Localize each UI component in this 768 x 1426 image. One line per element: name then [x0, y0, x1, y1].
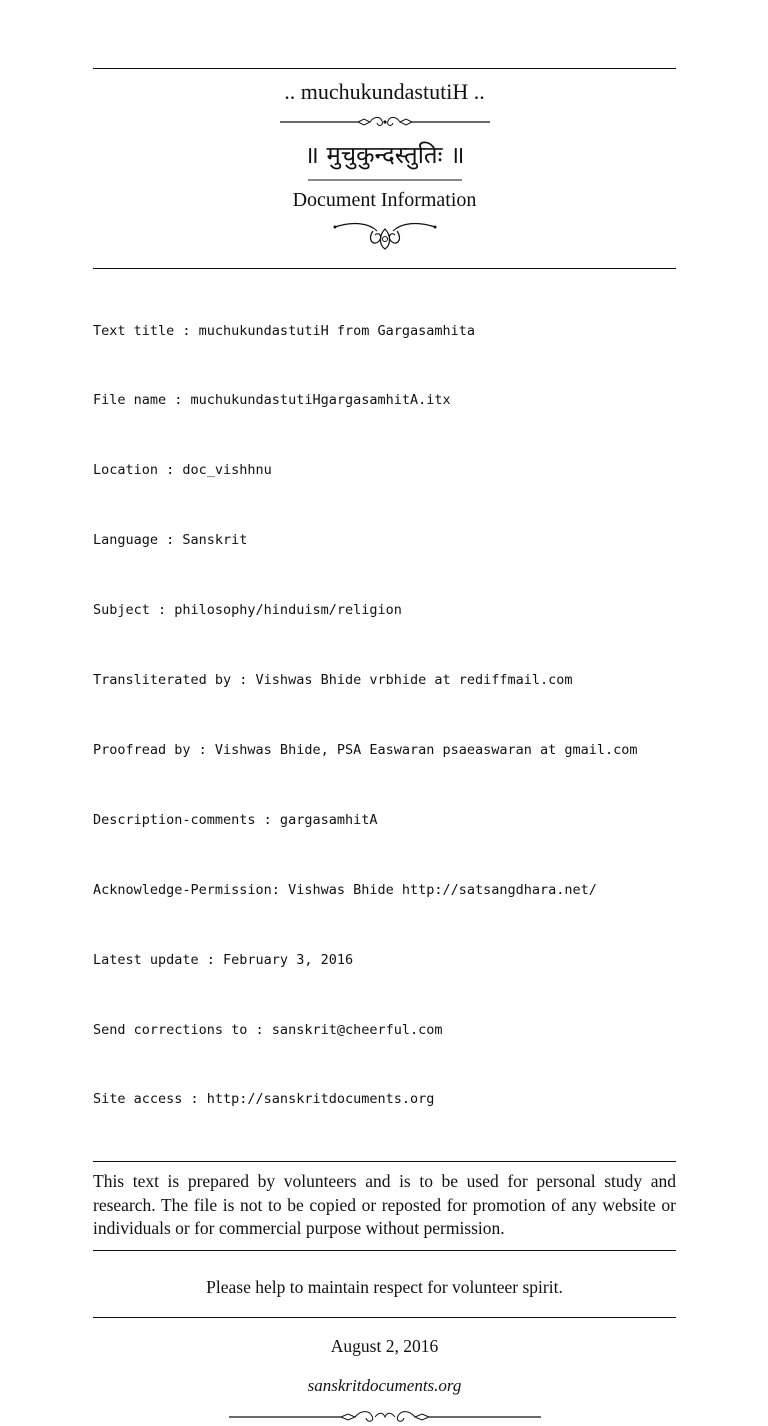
document-page	[93, 68, 676, 1426]
notice-bottom-rule	[93, 1250, 676, 1251]
info-line-proofread-by: Proofread by : Vishwas Bhide, PSA Easwaran psaeaswaran at gmail.com	[93, 741, 638, 758]
document-date: August 2, 2016	[330, 1335, 439, 1356]
respect-line: Please help to maintain respect for volunteer spirit.	[206, 1276, 563, 1297]
doc-title: .. muchukundastutiH ..	[284, 79, 485, 104]
section-ornament	[333, 217, 437, 251]
document-info-list	[93, 273, 676, 1158]
site-name: sanskritdocuments.org	[307, 1375, 462, 1395]
short-rule	[308, 177, 462, 183]
info-line-location: Location : doc_vishhnu	[93, 462, 272, 479]
usage-notice: This text is prepared by volunteers and is to be used for personal study and research. The file is not to be copied or reposted for promotion of any website or individuals or for commercial purpose without permission.	[93, 1171, 676, 1239]
info-line-file-name: File name : muchukundastutiHgargasamhitA.itx	[93, 392, 451, 409]
title-ornament-divider	[280, 113, 490, 131]
info-line-latest-update: Latest update : February 3, 2016	[93, 951, 354, 968]
info-line-transliterated-by: Transliterated by : Vishwas Bhide vrbhide at rediffmail.com	[93, 672, 573, 689]
info-line-subject: Subject : philosophy/hinduism/religion	[93, 602, 402, 619]
info-line-send-corrections: Send corrections to : sanskrit@cheerful.com	[93, 1021, 443, 1038]
section-title: Document Information	[292, 189, 477, 211]
notice-top-rule	[93, 1161, 676, 1162]
info-top-rule	[93, 268, 676, 269]
info-line-language: Language : Sanskrit	[93, 532, 248, 549]
devanagari-title: ॥ मुचुकुन्दस्तुतिः ॥	[304, 141, 465, 169]
info-line-text-title: Text title : muchukundastutiH from Gargasamhita	[93, 322, 476, 339]
respect-bottom-rule	[93, 1317, 676, 1318]
info-line-description: Description-comments : gargasamhitA	[93, 811, 378, 828]
top-rule	[93, 68, 676, 69]
info-line-acknowledge: Acknowledge-Permission: Vishwas Bhide http://satsangdhara.net/	[93, 881, 597, 898]
info-line-site-access: Site access : http://sanskritdocuments.org	[93, 1091, 435, 1108]
footer-ornament-divider	[229, 1408, 541, 1426]
